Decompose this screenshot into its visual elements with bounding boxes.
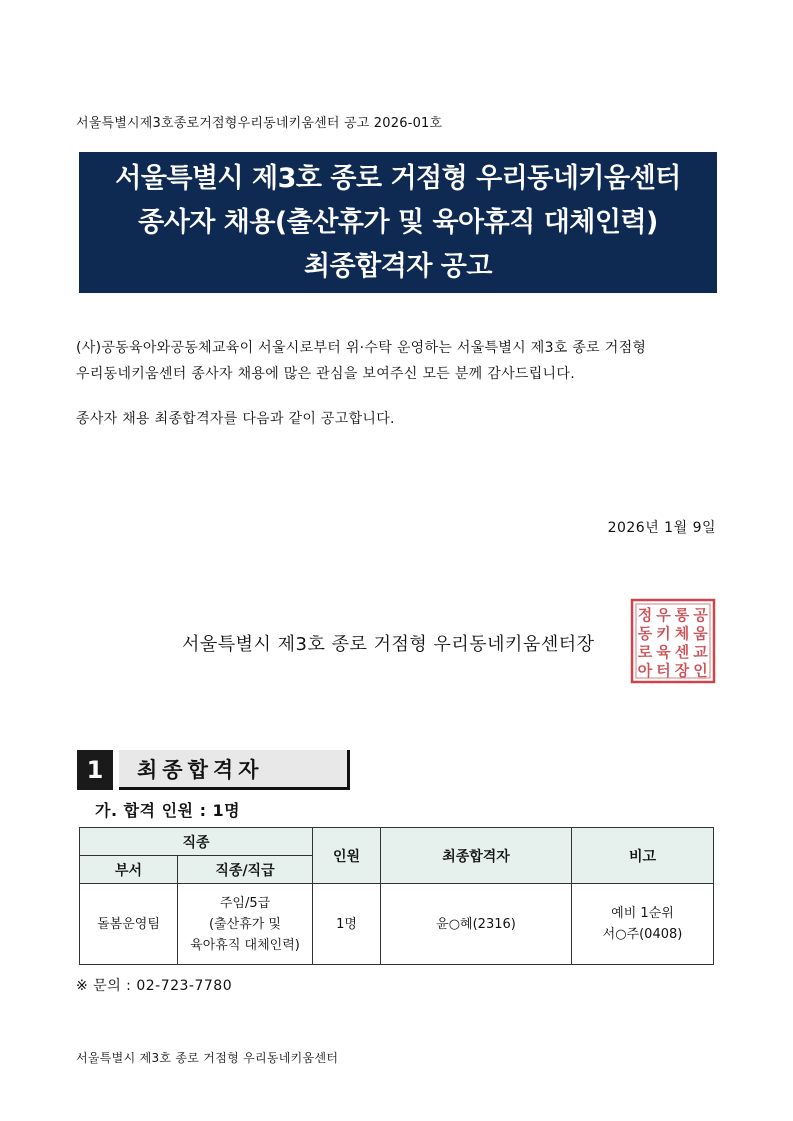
title-banner — [79, 152, 717, 293]
title-line-1: 서울특별시 제3호 종로 거점형 우리동네키움센터 — [115, 162, 681, 194]
seal-char: 인 — [693, 661, 708, 680]
document-number: 서울특별시제3호종로거점형우리동네키움센터 공고 2026-01호 — [76, 116, 443, 131]
seal-char: 정 — [637, 606, 653, 624]
header-department: 부서 — [80, 856, 178, 884]
seal-char: 움 — [693, 624, 708, 643]
sub-heading: 가. 합격 인원 : 1명 — [95, 801, 241, 820]
seal-char: 터 — [656, 661, 671, 680]
table-row — [80, 884, 714, 965]
cell-job-rank — [178, 884, 313, 965]
footer-text: 서울특별시 제3호 종로 거점형 우리동네키움센터 — [76, 1051, 339, 1065]
issuer-name: 서울특별시 제3호 종로 거점형 우리동네키움센터장 — [182, 634, 595, 655]
remarks-line-2: 서○주(0408) — [602, 927, 683, 942]
header-job-group: 직종 — [80, 828, 313, 856]
notice-text: 종사자 채용 최종합격자를 다음과 같이 공고합니다. — [76, 411, 395, 427]
intro-line-2: 우리동네키움센터 종사자 채용에 많은 관심을 보여주신 모든 분께 감사드립니다. — [76, 366, 575, 382]
intro-line-1: (사)공동육아와공동체교육이 서울시로부터 위·수탁 운영하는 서울특별시 제3호 종로 거점형 — [76, 340, 647, 356]
title-line-3: 최종합격자 공고 — [304, 250, 492, 282]
seal-char: 동 — [637, 624, 653, 643]
job-rank-line-1: 주임/5급 — [219, 895, 271, 911]
cell-count: 1명 — [313, 884, 381, 965]
seal-char: 센 — [674, 643, 690, 661]
header-job-rank: 직종/직급 — [178, 856, 313, 884]
section-number: 1 — [77, 750, 113, 790]
seal-char: 체 — [674, 624, 690, 643]
header-final: 최종합격자 — [381, 828, 572, 884]
seal-char: 키 — [656, 624, 671, 643]
seal-char: 교 — [693, 643, 708, 661]
inquiry-contact: ※ 문의 : 02-723-7780 — [76, 978, 233, 994]
remarks-line-1: 예비 1순위 — [611, 906, 674, 921]
header-count: 인원 — [313, 828, 381, 884]
seal-char: 장 — [674, 661, 690, 680]
section-title: 최종합격자 — [119, 750, 350, 790]
cell-final: 윤○혜(2316) — [381, 884, 572, 965]
result-table — [79, 827, 714, 965]
official-seal-icon — [630, 598, 716, 684]
issue-date: 2026년 1월 9일 — [607, 520, 716, 536]
intro-paragraph — [76, 335, 646, 387]
title-line-2: 종사자 채용(출산휴가 및 육아휴직 대체인력) — [138, 206, 658, 238]
seal-char: 육 — [656, 643, 671, 661]
seal-char: 로 — [637, 643, 653, 661]
seal-char: 롱 — [674, 606, 690, 624]
seal-char: 아 — [637, 661, 653, 680]
seal-char: 공 — [693, 606, 708, 624]
job-rank-line-2: (출산휴가 및 — [209, 916, 281, 932]
seal-char: 우 — [656, 606, 671, 624]
job-rank-line-3: 육아휴직 대체인력) — [190, 937, 300, 953]
cell-remarks — [572, 884, 714, 965]
header-remarks: 비고 — [572, 828, 714, 884]
cell-department: 돌봄운영팀 — [80, 884, 178, 965]
